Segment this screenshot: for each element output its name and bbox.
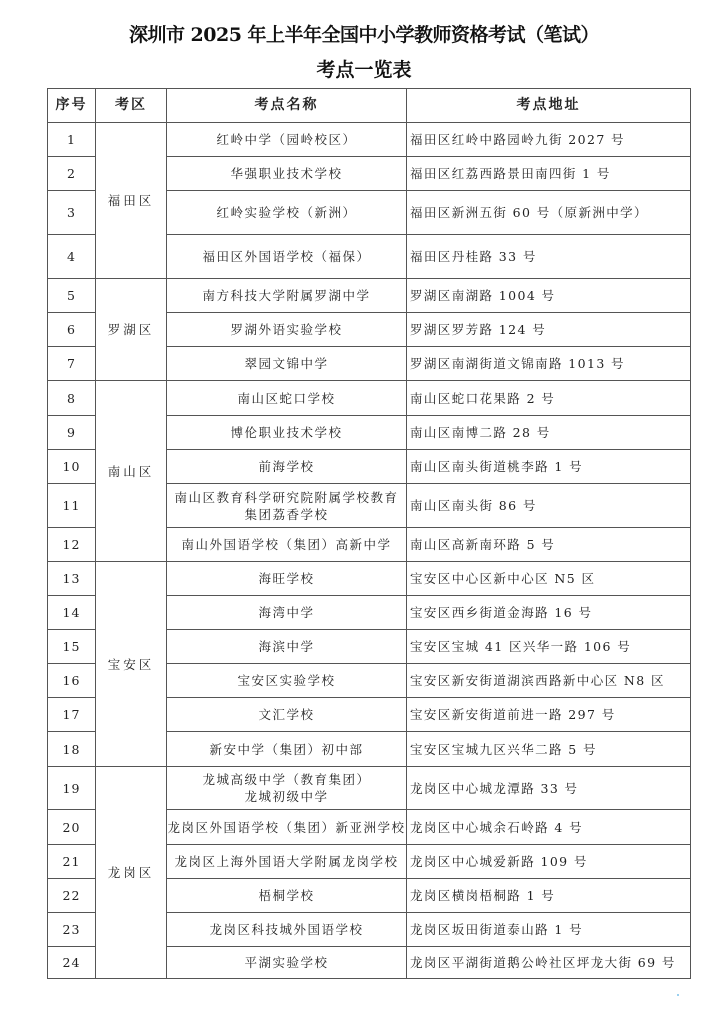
site-name-cell: 文汇学校: [167, 698, 407, 732]
document-subtitle: 考点一览表: [316, 59, 412, 81]
district-cell: 龙岗区: [96, 767, 167, 979]
row-index: 10: [48, 450, 96, 484]
table-row: [48, 123, 691, 157]
header-site-name: 考点名称: [167, 89, 407, 123]
row-index: 23: [48, 913, 96, 947]
site-name-cell: 罗湖外语实验学校: [167, 313, 407, 347]
row-index: 12: [48, 528, 96, 562]
row-index: 9: [48, 416, 96, 450]
site-address-cell: 龙岗区中心城余石岭路 4 号: [407, 810, 691, 845]
row-index: 1: [48, 123, 96, 157]
row-index: 2: [48, 157, 96, 191]
site-name-cell: 龙岗区外国语学校（集团）新亚洲学校: [167, 810, 407, 845]
site-address-cell: 福田区丹桂路 33 号: [407, 235, 691, 279]
row-index: 4: [48, 235, 96, 279]
site-address-cell: 罗湖区罗芳路 124 号: [407, 313, 691, 347]
site-address-cell: 龙岗区中心城爱新路 109 号: [407, 845, 691, 879]
exam-sites-table: [47, 88, 691, 979]
table-row: [48, 381, 691, 416]
site-name-cell: 南山区蛇口学校: [167, 381, 407, 416]
district-cell: 罗湖区: [96, 279, 167, 381]
site-name-cell: 平湖实验学校: [167, 947, 407, 979]
document-title: 深圳市 2025 年上半年全国中小学教师资格考试（笔试）: [128, 24, 600, 46]
row-index: 18: [48, 732, 96, 767]
row-index: 8: [48, 381, 96, 416]
site-name-line: 龙城高级中学（教育集团）: [202, 772, 371, 787]
site-name-cell: 龙岗区上海外国语大学附属龙岗学校: [167, 845, 407, 879]
site-address-cell: 宝安区新安街道前进一路 297 号: [407, 698, 691, 732]
row-index: 24: [48, 947, 96, 979]
row-index: 19: [48, 767, 96, 810]
row-index: 3: [48, 191, 96, 235]
row-index: 20: [48, 810, 96, 845]
row-index: 15: [48, 630, 96, 664]
header-index: 序号: [48, 89, 96, 123]
site-name-cell: 南方科技大学附属罗湖中学: [167, 279, 407, 313]
site-address-cell: 南山区南头街 86 号: [407, 484, 691, 528]
site-address-cell: 南山区蛇口花果路 2 号: [407, 381, 691, 416]
site-address-cell: 福田区红荔西路景田南四街 1 号: [407, 157, 691, 191]
row-index: 17: [48, 698, 96, 732]
site-address-cell: 宝安区宝城 41 区兴华一路 106 号: [407, 630, 691, 664]
site-name-cell: 海滨中学: [167, 630, 407, 664]
site-address-cell: 福田区红岭中路园岭九街 2027 号: [407, 123, 691, 157]
site-address-cell: 宝安区新安街道湖滨西路新中心区 N8 区: [407, 664, 691, 698]
district-cell: 南山区: [96, 381, 167, 562]
site-name-cell: 海旺学校: [167, 562, 407, 596]
site-name-cell: 宝安区实验学校: [167, 664, 407, 698]
table-body: [48, 123, 691, 979]
site-name-cell: [167, 767, 407, 810]
district-cell: 宝安区: [96, 562, 167, 767]
site-address-cell: 宝安区西乡街道金海路 16 号: [407, 596, 691, 630]
site-name-cell: 南山外国语学校（集团）高新中学: [167, 528, 407, 562]
row-index: 6: [48, 313, 96, 347]
site-address-cell: 福田区新洲五街 60 号（原新洲中学）: [407, 191, 691, 235]
row-index: 14: [48, 596, 96, 630]
header-district: 考区: [96, 89, 167, 123]
site-address-cell: 龙岗区坂田街道泰山路 1 号: [407, 913, 691, 947]
row-index: 7: [48, 347, 96, 381]
row-index: 11: [48, 484, 96, 528]
district-cell: 福田区: [96, 123, 167, 279]
site-name-cell: 福田区外国语学校（福保）: [167, 235, 407, 279]
site-address-cell: 龙岗区中心城龙潭路 33 号: [407, 767, 691, 810]
table-header-row: [48, 89, 691, 123]
site-name-cell: [167, 484, 407, 528]
site-address-cell: 宝安区中心区新中心区 N5 区: [407, 562, 691, 596]
site-name-line: 南山区教育科学研究院附属学校教育: [174, 489, 399, 505]
site-name-cell: 翠园文锦中学: [167, 347, 407, 381]
site-name-cell: 红岭中学（园岭校区）: [167, 123, 407, 157]
site-address-cell: 南山区高新南环路 5 号: [407, 528, 691, 562]
site-name-cell: 前海学校: [167, 450, 407, 484]
table-row: [48, 279, 691, 313]
row-index: 5: [48, 279, 96, 313]
row-index: 22: [48, 879, 96, 913]
decorative-dot: [677, 994, 679, 996]
row-index: 21: [48, 845, 96, 879]
site-address-cell: 南山区南头街道桃李路 1 号: [407, 450, 691, 484]
site-name-cell: 梧桐学校: [167, 879, 407, 913]
table-row: [48, 562, 691, 596]
site-address-cell: 宝安区宝城九区兴华二路 5 号: [407, 732, 691, 767]
site-address-cell: 龙岗区横岗梧桐路 1 号: [407, 879, 691, 913]
row-index: 13: [48, 562, 96, 596]
row-index: 16: [48, 664, 96, 698]
site-address-cell: 龙岗区平湖街道鹅公岭社区坪龙大街 69 号: [407, 947, 691, 979]
site-name-line: 集团荔香学校: [244, 506, 329, 522]
site-name-cell: 红岭实验学校（新洲）: [167, 191, 407, 235]
table-row: [48, 767, 691, 810]
site-address-cell: 南山区南博二路 28 号: [407, 416, 691, 450]
site-name-cell: 华强职业技术学校: [167, 157, 407, 191]
site-name-cell: 龙岗区科技城外国语学校: [167, 913, 407, 947]
site-address-cell: 罗湖区南湖路 1004 号: [407, 279, 691, 313]
site-name-cell: 新安中学（集团）初中部: [167, 732, 407, 767]
header-site-address: 考点地址: [407, 89, 691, 123]
site-name-line: 龙城初级中学: [244, 789, 329, 804]
site-name-cell: 海湾中学: [167, 596, 407, 630]
site-name-cell: 博伦职业技术学校: [167, 416, 407, 450]
site-address-cell: 罗湖区南湖街道文锦南路 1013 号: [407, 347, 691, 381]
